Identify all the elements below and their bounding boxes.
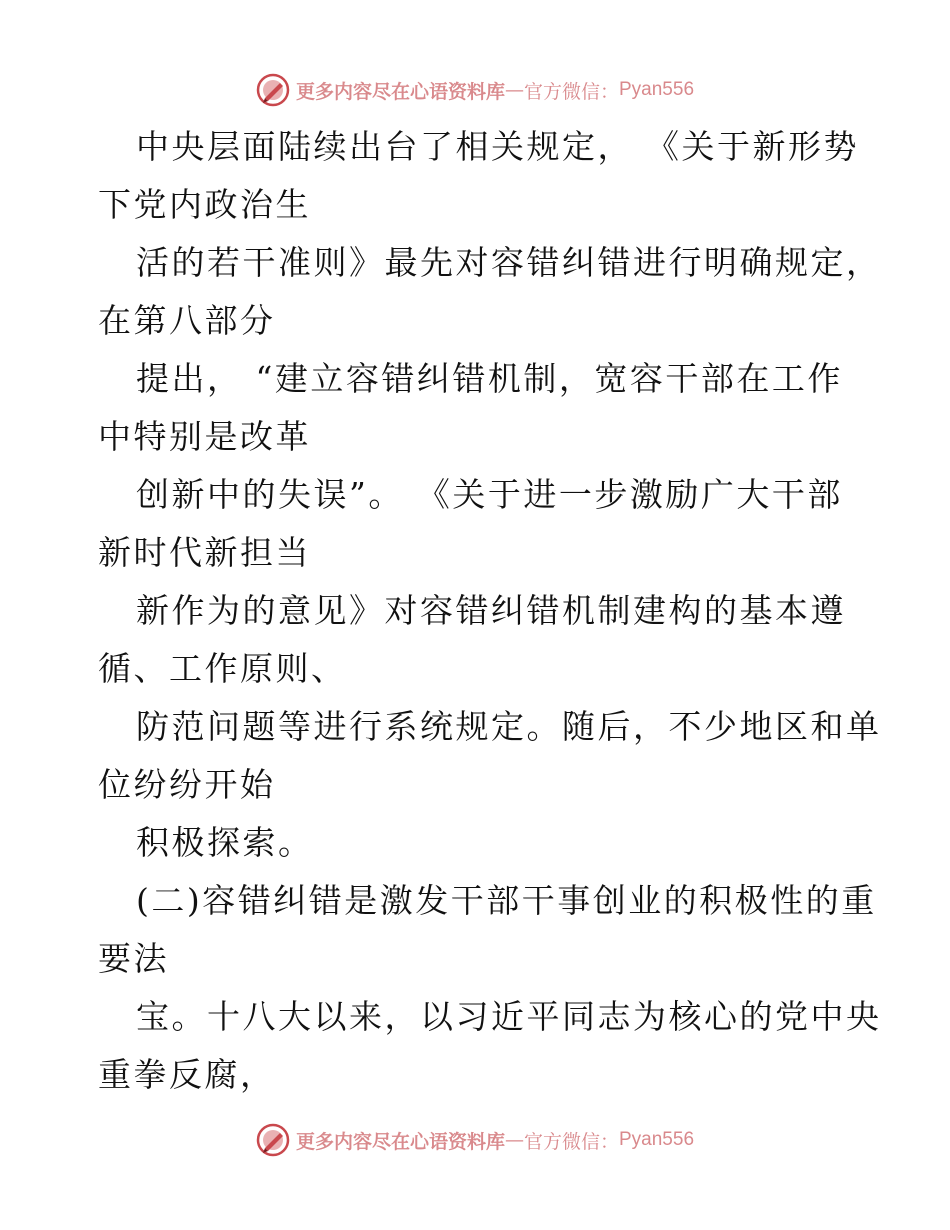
text-line: 创新中的失误”。 《关于进一步激励广大干部 (136, 475, 843, 514)
watermark-separator: — (504, 1129, 524, 1151)
text-line: 位纷纷开始 (98, 765, 276, 804)
watermark-title: 更多内容尽在心语资料库 (295, 80, 505, 103)
pen-circle-logo-icon (256, 73, 290, 107)
text-line: 活的若干准则》最先对容错纠错进行明确规定， (136, 243, 882, 282)
text-line: 中央层面陆续出台了相关规定， 《关于新形势 (136, 127, 859, 166)
watermark-title: 更多内容尽在心语资料库 (295, 1130, 505, 1153)
text-line: 提出， “建立容错纠错机制，宽容干部在工作 (136, 359, 843, 398)
text-line: 重拳反腐， (98, 1055, 276, 1094)
header-watermark (0, 70, 950, 110)
pen-circle-logo-icon (256, 1123, 290, 1157)
watermark-wechat-id: Pyan556 (619, 79, 695, 100)
text-line: 新作为的意见》对容错纠错机制建构的基本遵 (136, 591, 846, 630)
text-line: 在第八部分 (98, 301, 276, 340)
watermark-wechat-label: 官方微信： (523, 1130, 619, 1153)
footer-watermark (0, 1120, 950, 1160)
watermark-wechat-label: 官方微信： (523, 80, 619, 103)
watermark-separator: — (504, 79, 524, 101)
text-line: 积极探索。 (136, 823, 314, 862)
text-line: 防范问题等进行系统规定。随后，不少地区和单 (136, 707, 882, 746)
text-line: 下党内政治生 (98, 185, 311, 224)
watermark-wechat-id: Pyan556 (619, 1129, 695, 1150)
text-line: 新时代新担当 (98, 533, 311, 572)
text-line: 宝。十八大以来，以习近平同志为核心的党中央 (136, 997, 882, 1036)
document-body (98, 118, 882, 1104)
text-line: 中特别是改革 (98, 417, 311, 456)
text-line: 循、工作原则、 (98, 649, 347, 688)
text-line: (二)容错纠错是激发干部干事创业的积极性的重 (136, 881, 877, 920)
text-line: 要法 (98, 939, 169, 978)
